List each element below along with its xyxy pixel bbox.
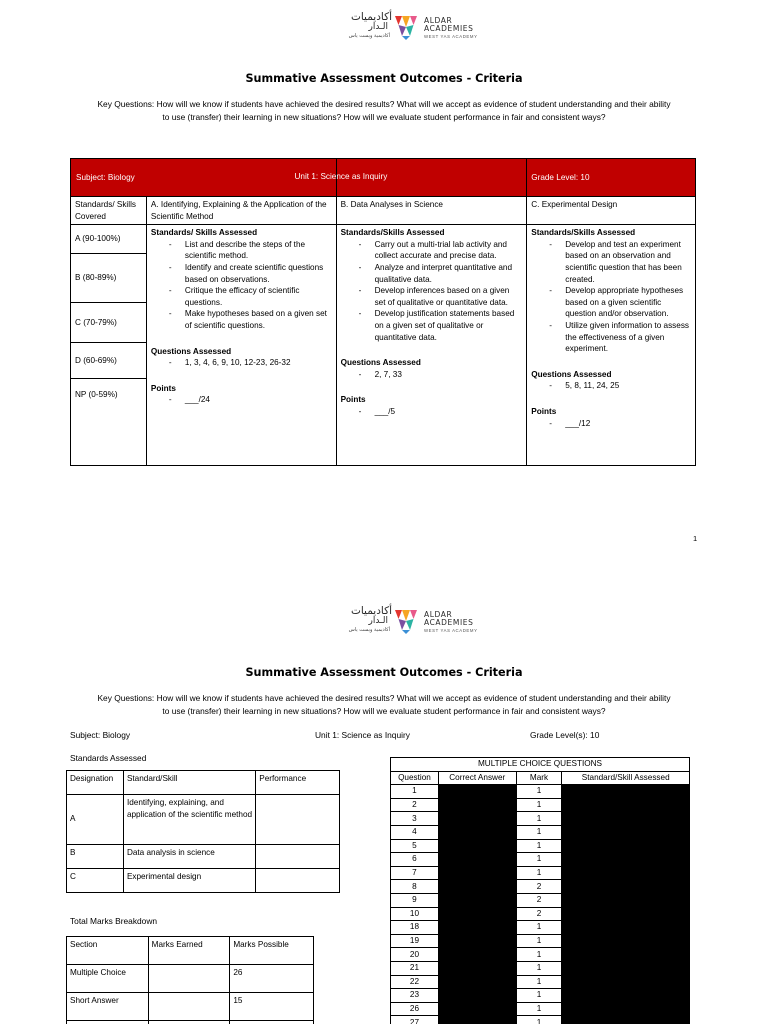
standard-skill-redacted-cell bbox=[562, 934, 690, 948]
mark-cell: 1 bbox=[516, 975, 562, 989]
standard-skill-redacted-cell bbox=[562, 1016, 690, 1024]
col-header-b: B. Data Analyses in Science bbox=[336, 197, 527, 225]
mark-cell: 2 bbox=[516, 880, 562, 894]
column-a-content bbox=[146, 225, 336, 466]
table-row bbox=[391, 1016, 690, 1024]
standard-skill-redacted-cell bbox=[562, 948, 690, 962]
standard-skill-redacted-cell bbox=[562, 825, 690, 839]
brand-name-line1: ALDAR bbox=[424, 610, 453, 619]
correct-answer-redacted-cell bbox=[438, 907, 516, 921]
arabic-logo-text: أكاديميات الـدار أكاديمية ويست ياس bbox=[348, 11, 392, 39]
performance-cell[interactable] bbox=[256, 845, 340, 869]
key-questions bbox=[60, 692, 708, 718]
standard-skill-redacted-cell bbox=[562, 989, 690, 1003]
standard-skill-redacted-cell bbox=[562, 839, 690, 853]
mcq-body bbox=[391, 785, 690, 1024]
correct-answer-redacted-cell bbox=[438, 934, 516, 948]
table-row bbox=[67, 1021, 314, 1024]
col-a-questions-list bbox=[151, 357, 332, 369]
table-row bbox=[391, 866, 690, 880]
table-row bbox=[391, 853, 690, 867]
key-questions-line1: Key Questions: How will we know if students have achieved the desired results? What will we accept as evidence of student understanding and their ability bbox=[97, 99, 671, 109]
list-item: - Develop justification statements based on a given set of qualitative or quantitative data. bbox=[341, 308, 523, 343]
subject-label: Subject: Biology bbox=[70, 730, 131, 740]
table-row bbox=[391, 798, 690, 812]
mark-cell: 1 bbox=[516, 812, 562, 826]
performance-cell[interactable] bbox=[256, 869, 340, 893]
unit-label: Unit 1: Science as Inquiry bbox=[315, 730, 410, 740]
table-row bbox=[391, 812, 690, 826]
document-page-2 bbox=[0, 594, 768, 1024]
brand-name-line1: ALDAR bbox=[424, 16, 453, 25]
question-number-cell: 3 bbox=[391, 812, 439, 826]
header-subject-text: Subject: Biology bbox=[76, 172, 135, 182]
table-header-row bbox=[391, 771, 690, 785]
question-number-cell: 1 bbox=[391, 785, 439, 799]
table-row bbox=[391, 785, 690, 799]
table-header-cell: Performance bbox=[256, 771, 340, 795]
mark-cell: 2 bbox=[516, 893, 562, 907]
question-number-cell: 9 bbox=[391, 893, 439, 907]
table-row bbox=[391, 921, 690, 935]
designation-cell: A bbox=[67, 795, 124, 845]
header-subject bbox=[71, 159, 388, 197]
performance-cell[interactable] bbox=[256, 795, 340, 845]
table-row bbox=[67, 869, 340, 893]
table-row bbox=[67, 993, 314, 1021]
standard-skill-redacted-cell bbox=[562, 907, 690, 921]
marks-earned-cell[interactable] bbox=[148, 993, 230, 1021]
correct-answer-redacted-cell bbox=[438, 1016, 516, 1024]
table-row bbox=[391, 989, 690, 1003]
criteria-header-row bbox=[71, 159, 696, 197]
question-number-cell: 5 bbox=[391, 839, 439, 853]
table-row bbox=[391, 948, 690, 962]
page-title: Summative Assessment Outcomes - Criteria bbox=[245, 666, 523, 679]
table-row bbox=[391, 825, 690, 839]
correct-answer-redacted-cell bbox=[438, 921, 516, 935]
table-header-cell: Marks Earned bbox=[148, 937, 230, 965]
question-number-cell: 21 bbox=[391, 961, 439, 975]
col-header-c: C. Experimental Design bbox=[527, 197, 696, 225]
grade-c: C (70-79%) bbox=[71, 303, 146, 343]
col-b-questions: - 2, 7, 33 bbox=[341, 369, 523, 381]
standards-assessed-title: Standards Assessed bbox=[70, 753, 147, 763]
col-header-a: A. Identifying, Explaining & the Application of the Scientific Method bbox=[146, 197, 336, 225]
col-c-skills-list bbox=[531, 239, 691, 355]
table-row bbox=[67, 965, 314, 993]
aldar-mark-icon bbox=[394, 608, 418, 634]
col-c-points-label: Points bbox=[531, 406, 557, 416]
standard-skill-redacted-cell bbox=[562, 785, 690, 799]
col-c-questions-label: Questions Assessed bbox=[531, 369, 612, 379]
col-a-points: - ___/24 bbox=[151, 394, 332, 406]
arabic-logo-text: أكاديميات الـدار أكاديمية ويست ياس bbox=[348, 605, 392, 633]
grades-column bbox=[71, 225, 147, 466]
standard-skill-redacted-cell bbox=[562, 893, 690, 907]
table-header-cell: Mark bbox=[516, 771, 562, 785]
mark-cell: 1 bbox=[516, 961, 562, 975]
question-number-cell: 23 bbox=[391, 989, 439, 1003]
standards-table bbox=[66, 770, 340, 893]
marks-breakdown-table bbox=[66, 936, 314, 1024]
col-a-skills-list bbox=[151, 239, 332, 332]
question-number-cell: 22 bbox=[391, 975, 439, 989]
col-a-questions-label: Questions Assessed bbox=[150, 346, 232, 356]
question-number-cell: 20 bbox=[391, 948, 439, 962]
list-item: - Utilize given information to assess the effectiveness of a given experiment. bbox=[531, 320, 691, 355]
list-item: - List and describe the steps of the scientific method. bbox=[151, 239, 332, 262]
correct-answer-redacted-cell bbox=[438, 893, 516, 907]
marks-possible-cell: 26 bbox=[230, 965, 314, 993]
col-a-points-label: Points bbox=[150, 383, 176, 393]
mcq-title: MULTIPLE CHOICE QUESTIONS bbox=[391, 758, 690, 772]
col-b-skills-label: Standards/Skills Assessed bbox=[340, 228, 445, 238]
col-c-points: - ___/12 bbox=[531, 418, 691, 430]
list-item: - Critique the efficacy of scientific questions. bbox=[151, 285, 332, 308]
skill-cell: Data analysis in science bbox=[123, 845, 255, 869]
mark-cell: 2 bbox=[516, 907, 562, 921]
col-b-questions-label: Questions Assessed bbox=[340, 358, 421, 368]
marks-possible-cell bbox=[230, 1021, 314, 1024]
mark-cell: 1 bbox=[516, 989, 562, 1003]
correct-answer-redacted-cell bbox=[438, 975, 516, 989]
marks-possible-cell: 15 bbox=[230, 993, 314, 1021]
standard-skill-redacted-cell bbox=[562, 853, 690, 867]
table-row bbox=[67, 795, 340, 845]
mark-cell: 1 bbox=[516, 853, 562, 867]
correct-answer-redacted-cell bbox=[438, 1002, 516, 1016]
table-row bbox=[391, 907, 690, 921]
standard-skill-redacted-cell bbox=[562, 921, 690, 935]
aldar-mark-icon bbox=[394, 14, 418, 40]
mark-cell: 1 bbox=[516, 921, 562, 935]
mcq-title-row bbox=[391, 758, 690, 772]
question-number-cell: 18 bbox=[391, 921, 439, 935]
marks-earned-cell[interactable] bbox=[148, 1021, 230, 1024]
standard-skill-redacted-cell bbox=[562, 880, 690, 894]
col-c-questions: - 5, 8, 11, 24, 25 bbox=[531, 380, 691, 392]
col-c-skills-label: Standards/Skills Assessed bbox=[531, 228, 636, 238]
key-questions-line1: Key Questions: How will we know if students have achieved the desired results? What will we accept as evidence of student understanding and their ability bbox=[97, 693, 671, 703]
key-questions-line2: to use (transfer) their learning in new situations? How will we evaluate student performance in fair and consistent ways? bbox=[162, 112, 606, 122]
correct-answer-redacted-cell bbox=[438, 785, 516, 799]
col-a-skills-label: Standards/ Skills Assessed bbox=[150, 228, 258, 238]
col-b-points-label: Points bbox=[340, 395, 366, 405]
list-item: - Identify and create scientific questions based on observations. bbox=[151, 262, 332, 285]
list-item: - Develop appropriate hypotheses based on a given scientific question and/or observation. bbox=[531, 285, 691, 320]
question-number-cell: 27 bbox=[391, 1016, 439, 1024]
standard-skill-redacted-cell bbox=[562, 866, 690, 880]
key-questions bbox=[60, 98, 708, 124]
mark-cell: 1 bbox=[516, 1016, 562, 1024]
correct-answer-redacted-cell bbox=[438, 839, 516, 853]
designation-cell: B bbox=[67, 845, 124, 869]
criteria-table bbox=[70, 158, 696, 466]
col-b-points: - ___/5 bbox=[341, 406, 523, 418]
list-item: - Develop inferences based on a given set of qualitative or quantitative data. bbox=[341, 285, 523, 308]
key-questions-line2: to use (transfer) their learning in new situations? How will we evaluate student performance in fair and consistent ways? bbox=[162, 706, 606, 716]
aldar-academies-logo bbox=[322, 605, 488, 638]
marks-earned-cell[interactable] bbox=[148, 965, 230, 993]
mark-cell: 1 bbox=[516, 798, 562, 812]
table-row bbox=[391, 839, 690, 853]
table-row bbox=[391, 975, 690, 989]
question-number-cell: 8 bbox=[391, 880, 439, 894]
correct-answer-redacted-cell bbox=[438, 989, 516, 1003]
col-b-points-list bbox=[341, 406, 523, 418]
brand-subtitle: WEST YAS ACADEMY bbox=[424, 628, 478, 633]
col-c-points-list bbox=[531, 418, 691, 430]
grade-a: A (90-100%) bbox=[71, 225, 146, 254]
criteria-body-row bbox=[71, 225, 696, 466]
standard-skill-redacted-cell bbox=[562, 1002, 690, 1016]
standard-skill-redacted-cell bbox=[562, 812, 690, 826]
col-header-standards: Standards/ Skills Covered bbox=[71, 197, 147, 225]
correct-answer-redacted-cell bbox=[438, 866, 516, 880]
correct-answer-redacted-cell bbox=[438, 948, 516, 962]
question-number-cell: 26 bbox=[391, 1002, 439, 1016]
table-header-cell: Standard/Skill bbox=[123, 771, 255, 795]
mark-cell: 1 bbox=[516, 948, 562, 962]
table-header-cell: Section bbox=[67, 937, 149, 965]
table-row bbox=[391, 1002, 690, 1016]
correct-answer-redacted-cell bbox=[438, 880, 516, 894]
question-number-cell: 6 bbox=[391, 853, 439, 867]
col-c-questions-list bbox=[531, 380, 691, 392]
standard-skill-redacted-cell bbox=[562, 975, 690, 989]
correct-answer-redacted-cell bbox=[438, 825, 516, 839]
correct-answer-redacted-cell bbox=[438, 798, 516, 812]
grade-np: NP (0-59%) bbox=[75, 390, 118, 400]
page-number: 1 bbox=[693, 534, 698, 543]
col-a-questions: - 1, 3, 4, 6, 9, 10, 12-23, 26-32 bbox=[151, 357, 332, 369]
multiple-choice-table bbox=[390, 757, 690, 1024]
table-row bbox=[391, 893, 690, 907]
mark-cell: 1 bbox=[516, 839, 562, 853]
list-item: - Make hypotheses based on a given set of scientific questions. bbox=[151, 308, 332, 331]
brand-subtitle: WEST YAS ACADEMY bbox=[424, 34, 478, 39]
column-b-content bbox=[336, 225, 527, 466]
col-b-questions-list bbox=[341, 369, 523, 381]
mark-cell: 1 bbox=[516, 866, 562, 880]
question-number-cell: 7 bbox=[391, 866, 439, 880]
table-row bbox=[391, 934, 690, 948]
table-header-row bbox=[67, 771, 340, 795]
col-b-skills-list bbox=[341, 239, 523, 343]
mark-cell: 1 bbox=[516, 825, 562, 839]
column-c-content bbox=[527, 225, 696, 466]
mark-cell: 1 bbox=[516, 1002, 562, 1016]
list-item: - Analyze and interpret quantitative and qualitative data. bbox=[341, 262, 523, 285]
mark-cell: 1 bbox=[516, 934, 562, 948]
list-item: - Carry out a multi-trial lab activity and collect accurate and precise data. bbox=[341, 239, 523, 262]
table-header-cell: Marks Possible bbox=[230, 937, 314, 965]
table-row bbox=[391, 880, 690, 894]
mark-cell: 1 bbox=[516, 785, 562, 799]
total-marks-title: Total Marks Breakdown bbox=[70, 916, 158, 926]
header-grade: Grade Level: 10 bbox=[527, 159, 696, 197]
question-number-cell: 2 bbox=[391, 798, 439, 812]
col-a-points-list bbox=[151, 394, 332, 406]
header-unit-text: Unit 1: Science as Inquiry bbox=[294, 171, 388, 181]
table-header-row bbox=[67, 937, 314, 965]
standard-skill-redacted-cell bbox=[562, 961, 690, 975]
question-number-cell: 19 bbox=[391, 934, 439, 948]
table-header-cell: Standard/Skill Assessed bbox=[562, 771, 690, 785]
page-title: Summative Assessment Outcomes - Criteria bbox=[245, 72, 523, 85]
table-header-cell: Question bbox=[391, 771, 439, 785]
table-header-cell: Designation bbox=[67, 771, 124, 795]
designation-cell: C bbox=[67, 869, 124, 893]
question-number-cell: 4 bbox=[391, 825, 439, 839]
correct-answer-redacted-cell bbox=[438, 961, 516, 975]
skill-cell: Experimental design bbox=[123, 869, 255, 893]
aldar-academies-logo bbox=[322, 11, 488, 44]
list-item: - Develop and test an experiment based on an observation and scientific question that has been created. bbox=[531, 239, 691, 285]
grade-level-label: Grade Level(s): 10 bbox=[530, 730, 600, 740]
question-number-cell: 10 bbox=[391, 907, 439, 921]
brand-name-line2: ACADEMIES bbox=[424, 24, 474, 33]
table-row bbox=[67, 845, 340, 869]
brand-name-line2: ACADEMIES bbox=[424, 618, 474, 627]
criteria-col-header-row bbox=[71, 197, 696, 225]
table-row bbox=[391, 961, 690, 975]
standard-skill-redacted-cell bbox=[562, 798, 690, 812]
correct-answer-redacted-cell bbox=[438, 812, 516, 826]
correct-answer-redacted-cell bbox=[438, 853, 516, 867]
section-cell bbox=[67, 1021, 149, 1024]
grade-b: B (80-89%) bbox=[71, 254, 146, 303]
section-cell: Short Answer bbox=[67, 993, 149, 1021]
section-cell: Multiple Choice bbox=[67, 965, 149, 993]
grade-d: D (60-69%) bbox=[71, 343, 146, 379]
table-header-cell: Correct Answer bbox=[438, 771, 516, 785]
skill-cell: Identifying, explaining, and application of the scientific method bbox=[123, 795, 255, 845]
